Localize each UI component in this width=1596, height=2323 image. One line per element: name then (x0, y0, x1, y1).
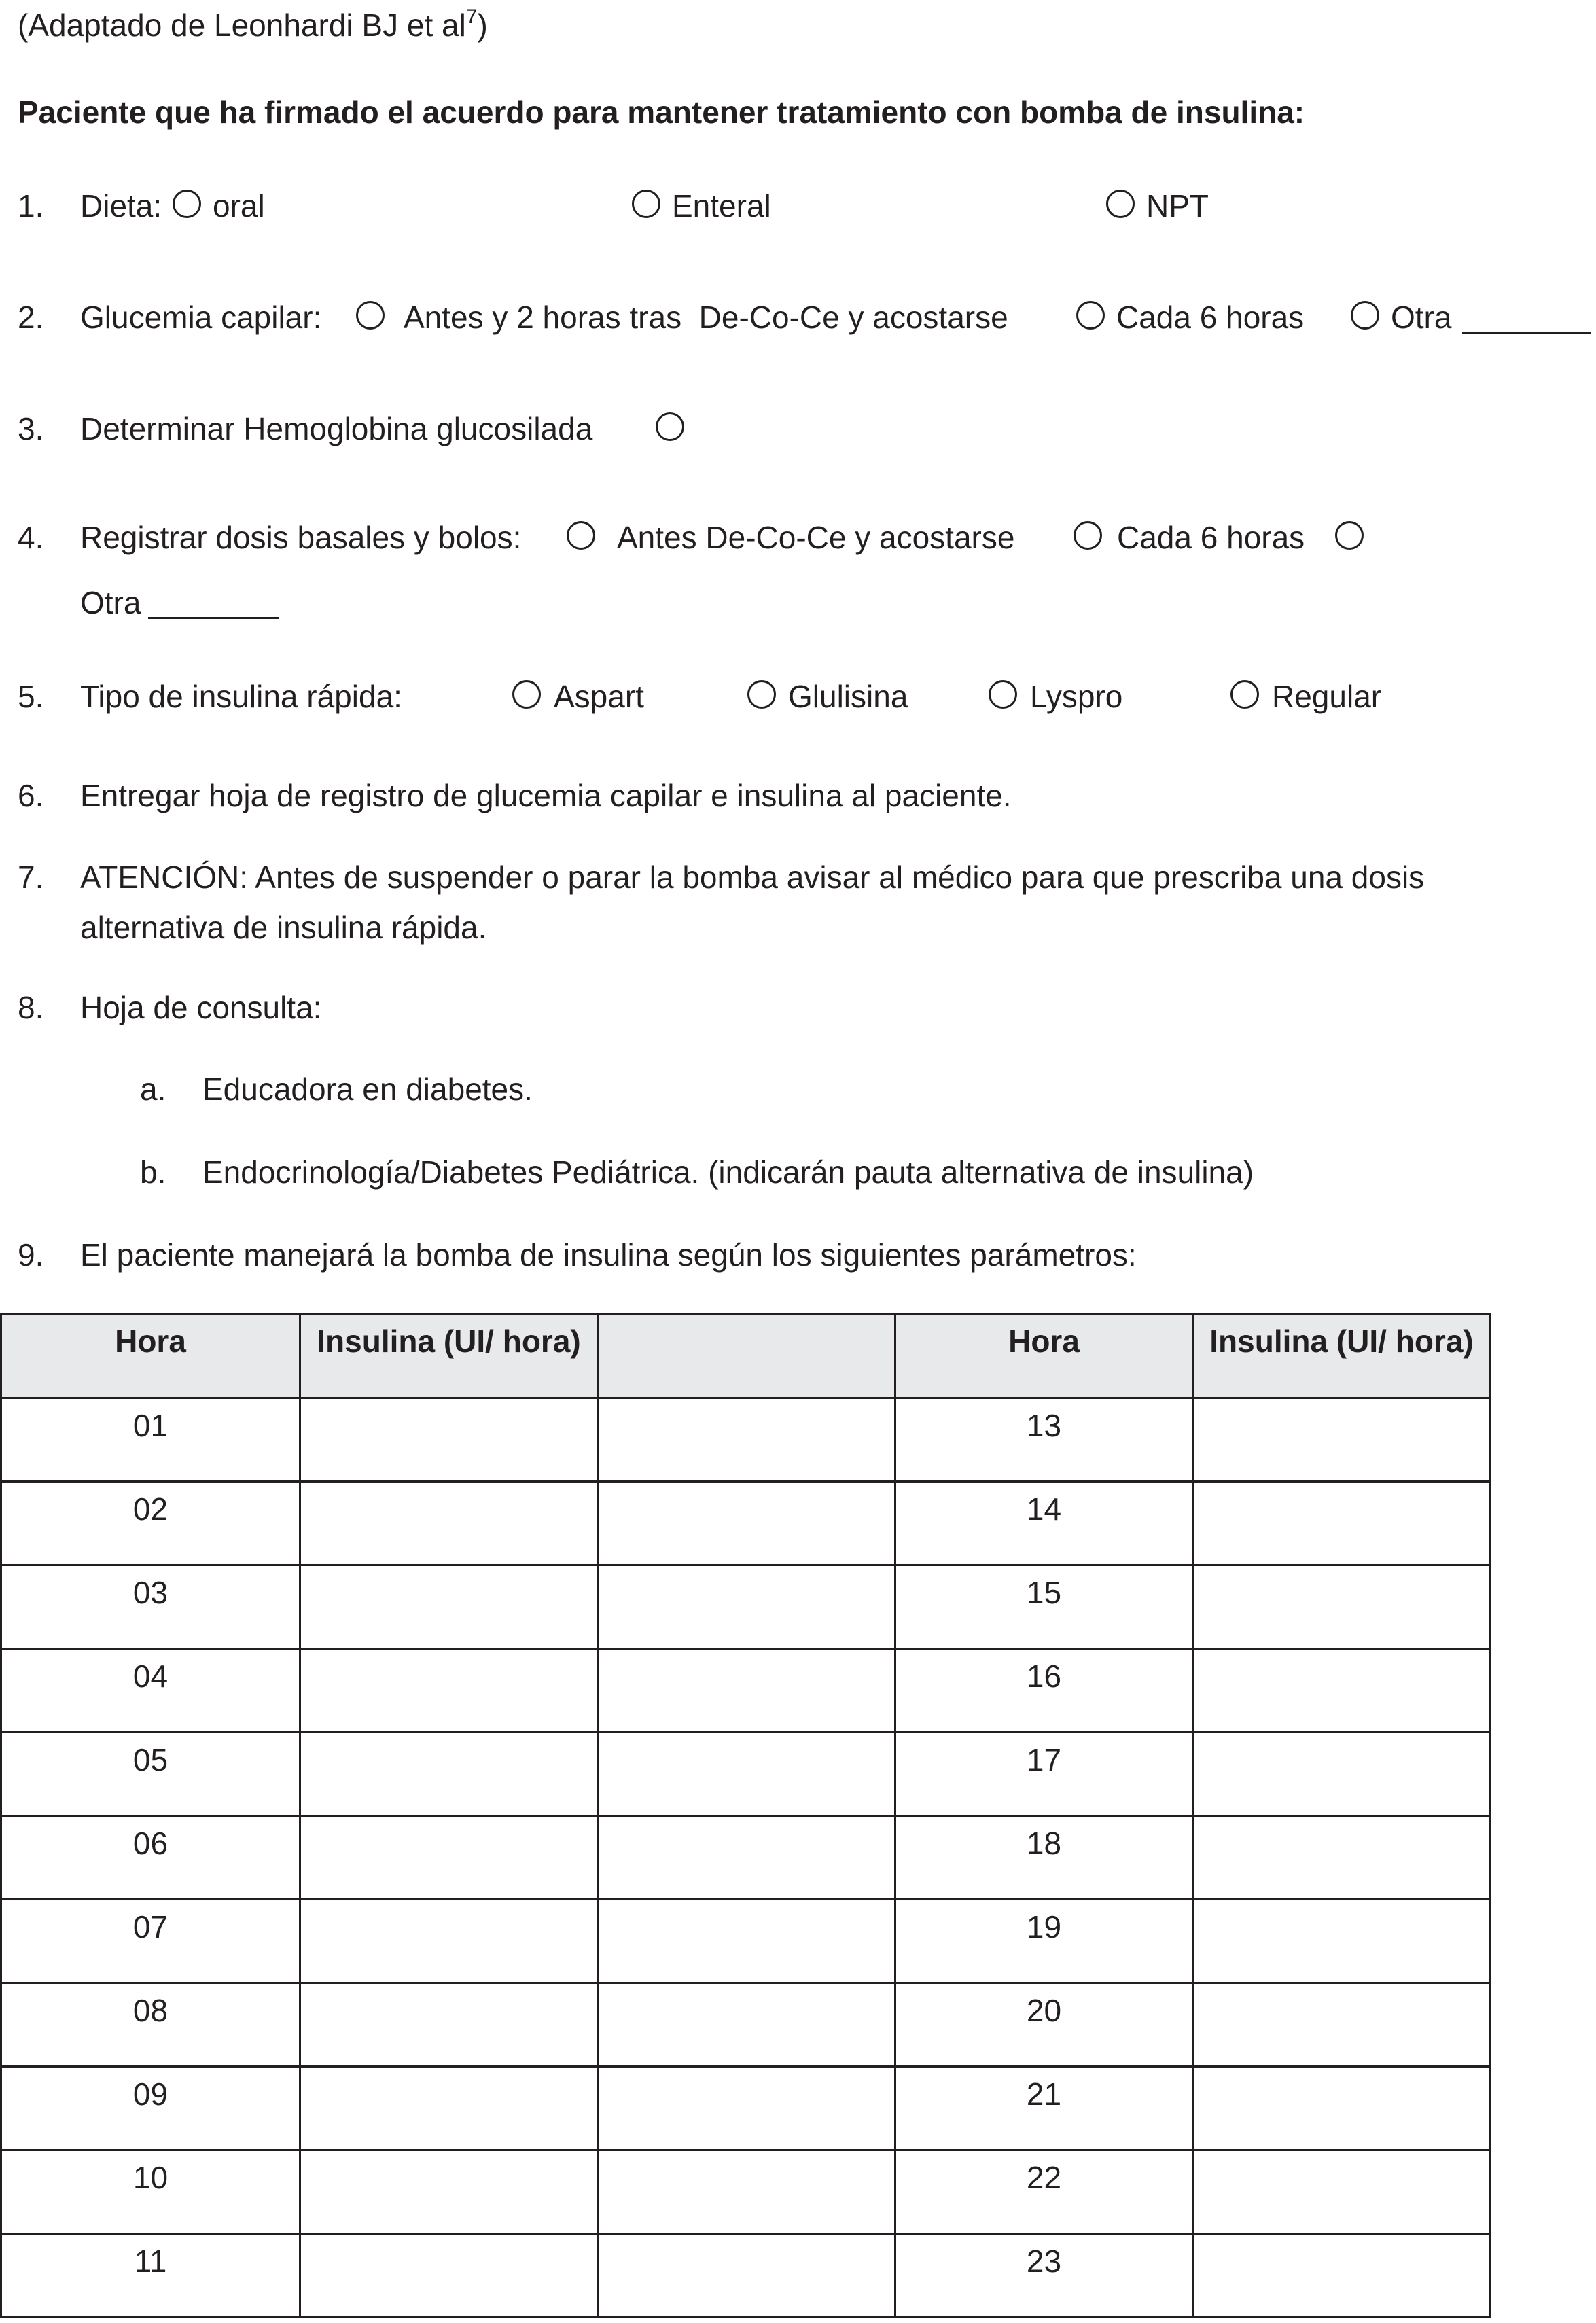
blank-cell (598, 1649, 895, 1733)
insulin-right-input[interactable] (1193, 1649, 1491, 1733)
radio-insulina-regular[interactable] (1230, 680, 1259, 709)
insulin-right-input[interactable] (1193, 1482, 1491, 1565)
glucemia-otra-blank[interactable] (1462, 332, 1591, 334)
insulin-right-input[interactable] (1193, 1900, 1491, 1983)
table-row (1, 2067, 1491, 2150)
insulin-left-input[interactable] (300, 2234, 598, 2318)
radio-glucemia-cada6[interactable] (1076, 301, 1105, 330)
citation-ref: 7 (465, 5, 478, 28)
header-hora-left: Hora (1, 1314, 300, 1398)
insulin-right-input[interactable] (1193, 2234, 1491, 2318)
option-registro-antes: Antes De-Co-Ce y acostarse (617, 520, 1015, 555)
option-diet-oral: oral (213, 188, 265, 224)
blank-cell (598, 1482, 895, 1565)
insulin-right-input[interactable] (1193, 2067, 1491, 2150)
radio-diet-enteral[interactable] (632, 190, 660, 218)
option-registro-cada6: Cada 6 horas (1117, 520, 1305, 555)
hour-right-cell: 18 (895, 1816, 1193, 1900)
insulin-left-input[interactable] (300, 1816, 598, 1900)
form-title: Paciente que ha firmado el acuerdo para mantener tratamiento con bomba de insulina: (18, 94, 1305, 130)
insulin-left-input[interactable] (300, 1398, 598, 1482)
option-insulina-glulisina: Glulisina (788, 679, 908, 714)
option-glucemia-antes: Antes y 2 horas tras De-Co-Ce y acostarse (404, 300, 1008, 335)
blank-cell (598, 1983, 895, 2067)
item-1-label: Dieta: (80, 188, 162, 224)
table-row (1, 1816, 1491, 1900)
insulin-right-input[interactable] (1193, 1398, 1491, 1482)
table-row (1, 1649, 1491, 1733)
item-8b-letter: b. (140, 1154, 166, 1190)
hour-right-cell: 23 (895, 2234, 1193, 2318)
radio-glucemia-otra[interactable] (1351, 301, 1379, 330)
radio-hemoglobina[interactable] (656, 412, 684, 441)
item-7-number: 7. (18, 859, 44, 895)
item-2-number: 2. (18, 300, 44, 335)
header-blank (598, 1314, 895, 1398)
insulin-left-input[interactable] (300, 1900, 598, 1983)
citation-close: ) (477, 7, 488, 43)
option-insulina-lyspro: Lyspro (1030, 679, 1123, 714)
blank-cell (598, 1733, 895, 1816)
insulin-right-input[interactable] (1193, 1733, 1491, 1816)
blank-cell (598, 2234, 895, 2318)
item-2-label: Glucemia capilar: (80, 300, 322, 335)
item-4-number: 4. (18, 520, 44, 555)
header-insulina-right: Insulina (UI/ hora) (1193, 1314, 1491, 1398)
radio-glucemia-antes[interactable] (356, 301, 385, 330)
hour-left-cell: 11 (1, 2234, 300, 2318)
item-1-number: 1. (18, 188, 44, 224)
header-hora-right: Hora (895, 1314, 1193, 1398)
insulin-right-input[interactable] (1193, 2150, 1491, 2234)
insulin-left-input[interactable] (300, 1733, 598, 1816)
insulin-right-input[interactable] (1193, 1983, 1491, 2067)
item-8-number: 8. (18, 990, 44, 1025)
table-row (1, 1482, 1491, 1565)
insulin-left-input[interactable] (300, 1482, 598, 1565)
table-header-row (1, 1314, 1491, 1398)
hour-right-cell: 22 (895, 2150, 1193, 2234)
radio-insulina-glulisina[interactable] (747, 680, 776, 709)
item-7-line-1: ATENCIÓN: Antes de suspender o parar la bomba avisar al médico para que prescriba una dosis (80, 859, 1425, 895)
option-glucemia-cada6: Cada 6 horas (1116, 300, 1305, 335)
item-8a-letter: a. (140, 1071, 166, 1107)
insulin-left-input[interactable] (300, 1565, 598, 1649)
table-body (1, 1398, 1491, 2318)
item-3-label: Determinar Hemoglobina glucosilada (80, 411, 593, 446)
item-3-number: 3. (18, 411, 44, 446)
option-insulina-aspart: Aspart (554, 679, 644, 714)
item-5-label: Tipo de insulina rápida: (80, 679, 402, 714)
hour-left-cell: 08 (1, 1983, 300, 2067)
radio-diet-npt[interactable] (1106, 190, 1135, 218)
hour-left-cell: 05 (1, 1733, 300, 1816)
insulin-left-input[interactable] (300, 1983, 598, 2067)
radio-diet-oral[interactable] (173, 190, 201, 218)
item-5-number: 5. (18, 679, 44, 714)
blank-cell (598, 1900, 895, 1983)
blank-cell (598, 1565, 895, 1649)
item-9-text: El paciente manejará la bomba de insulina según los siguientes parámetros: (80, 1237, 1137, 1273)
table-row (1, 1983, 1491, 2067)
item-8-text: Hoja de consulta: (80, 990, 322, 1025)
item-6-text: Entregar hoja de registro de glucemia capilar e insulina al paciente. (80, 778, 1012, 813)
hour-left-cell: 10 (1, 2150, 300, 2234)
item-9-number: 9. (18, 1237, 44, 1273)
table-row (1, 1398, 1491, 1482)
hour-right-cell: 14 (895, 1482, 1193, 1565)
option-insulina-regular: Regular (1272, 679, 1382, 714)
registro-otra-blank[interactable] (148, 617, 279, 619)
table-row (1, 1733, 1491, 1816)
citation (18, 5, 488, 43)
radio-registro-otra[interactable] (1335, 521, 1364, 550)
hour-left-cell: 03 (1, 1565, 300, 1649)
radio-insulina-lyspro[interactable] (989, 680, 1017, 709)
hour-left-cell: 09 (1, 2067, 300, 2150)
option-diet-npt: NPT (1146, 188, 1209, 224)
insulin-right-input[interactable] (1193, 1816, 1491, 1900)
table-row (1, 1900, 1491, 1983)
insulin-left-input[interactable] (300, 2067, 598, 2150)
item-7-line-2: alternativa de insulina rápida. (80, 910, 487, 945)
blank-cell (598, 1398, 895, 1482)
insulin-left-input[interactable] (300, 2150, 598, 2234)
table-row (1, 2234, 1491, 2318)
option-registro-otra: Otra (80, 585, 141, 620)
item-4-label: Registrar dosis basales y bolos: (80, 520, 522, 555)
hour-right-cell: 13 (895, 1398, 1193, 1482)
hour-right-cell: 19 (895, 1900, 1193, 1983)
hour-left-cell: 01 (1, 1398, 300, 1482)
insulin-schedule-table (0, 1313, 1491, 2318)
blank-cell (598, 2150, 895, 2234)
radio-registro-antes[interactable] (567, 521, 595, 550)
hour-left-cell: 06 (1, 1816, 300, 1900)
hour-right-cell: 15 (895, 1565, 1193, 1649)
option-glucemia-otra: Otra (1391, 300, 1452, 335)
item-8a-text: Educadora en diabetes. (202, 1071, 533, 1107)
hour-right-cell: 21 (895, 2067, 1193, 2150)
hour-left-cell: 02 (1, 1482, 300, 1565)
blank-cell (598, 2067, 895, 2150)
hour-right-cell: 20 (895, 1983, 1193, 2067)
hour-left-cell: 04 (1, 1649, 300, 1733)
citation-text: (Adaptado de Leonhardi BJ et al (18, 7, 466, 43)
hour-right-cell: 17 (895, 1733, 1193, 1816)
radio-insulina-aspart[interactable] (512, 680, 541, 709)
table-row (1, 1565, 1491, 1649)
hour-right-cell: 16 (895, 1649, 1193, 1733)
item-6-number: 6. (18, 778, 44, 813)
radio-registro-cada6[interactable] (1074, 521, 1102, 550)
header-insulina-left: Insulina (UI/ hora) (300, 1314, 598, 1398)
insulin-right-input[interactable] (1193, 1565, 1491, 1649)
table-row (1, 2150, 1491, 2234)
insulin-left-input[interactable] (300, 1649, 598, 1733)
blank-cell (598, 1816, 895, 1900)
option-diet-enteral: Enteral (672, 188, 771, 224)
item-8b-text: Endocrinología/Diabetes Pediátrica. (indicarán pauta alternativa de insulina) (202, 1154, 1254, 1190)
hour-left-cell: 07 (1, 1900, 300, 1983)
